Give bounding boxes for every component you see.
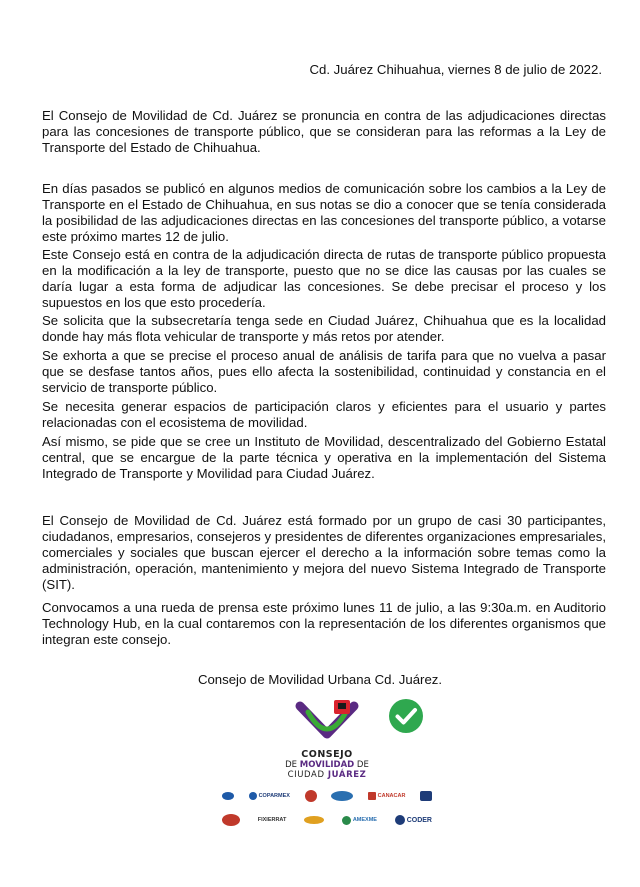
sponsor-logo-fixierrat: FIXIERRAT (257, 817, 287, 823)
logo-line-1: CONSEJO (301, 749, 353, 760)
sponsor-logo-2 (305, 790, 317, 802)
logo-line-3: CIUDAD JUÁREZ (287, 770, 367, 780)
paragraph-7: Así mismo, se pide que se cree un Instituto de Movilidad, descentralizado del Gobierno Estatal central, que se encargue de la parte técnica y operativa en la implementación del Sistema Integrado de Transporte y Movilidad para Ciudad Juárez. (42, 434, 606, 481)
sponsor-logo-5 (222, 814, 240, 826)
sponsor-logo-coder: CODER (395, 815, 432, 825)
consejo-logo-icon (294, 698, 360, 748)
sponsor-logo-4 (420, 791, 432, 801)
paragraph-9: Convocamos a una rueda de prensa este próximo lunes 11 de julio, a las 9:30a.m. en Auditorio Technology Hub, en la cual contaremos con la representación de los diferentes organismos que integran este consejo. (42, 600, 606, 647)
paragraph-1: El Consejo de Movilidad de Cd. Juárez se pronuncia en contra de las adjudicaciones directas para las concesiones de transporte público, que se consideran para las reformas a la Ley de Transporte del Estado de Chihuahua. (42, 108, 606, 155)
sponsor-logo-1 (222, 792, 234, 800)
sponsor-logo-coparmex: COPARMEX (249, 792, 290, 800)
paragraph-5: Se exhorta a que se precise el proceso anual de análisis de tarifa para que no vuelva a pasar que se desfase tantos años, pues ello afecta la sostenibilidad, continuidad y constancia en el servicio de transporte público. (42, 348, 606, 395)
date-line: Cd. Juárez Chihuahua, viernes 8 de julio de 2022. (309, 62, 602, 77)
paragraph-6: Se necesita generar espacios de participación claros y eficientes para el usuario y partes relacionadas con el ecosistema de movilidad. (42, 399, 606, 430)
sponsor-logo-amexme: AMEXME (342, 816, 377, 825)
sponsor-logos-row-2 (222, 814, 432, 826)
sponsor-logo-3 (331, 791, 353, 801)
signature: Consejo de Movilidad Urbana Cd. Juárez. (197, 672, 443, 687)
sponsor-logo-canacar: CANACAR (368, 792, 406, 800)
sponsor-logos-row-1 (222, 790, 432, 802)
paragraph-4: Se solicita que la subsecretaría tenga sede en Ciudad Juárez, Chihuahua que es la localidad donde hay más flota vehicular de transporte y más retos por atender. (42, 313, 606, 344)
paragraph-2: En días pasados se publicó en algunos medios de comunicación sobre los cambios a la Ley de Transporte en el Estado de Chihuahua, en sus notas se dio a conocer que se tenía considerada la posibilidad de las adjudicaciones directas en las concesiones del transporte público, a votarse este próximo martes 12 de julio. (42, 181, 606, 244)
checkmark-circle-icon (388, 698, 424, 734)
paragraph-3: Este Consejo está en contra de la adjudicación directa de rutas de transporte público propuesta en la modificación a la ley de transporte, puesto que no se dice las causas por las cuales se daría lugar a esta forma de adjudicar las concesiones. Se debe precisar el proceso y los supuestos en los que esto procedería. (42, 247, 606, 310)
logo-text (272, 750, 382, 780)
sponsor-logo-6 (304, 816, 324, 824)
logo-line-2: DE MOVILIDAD DE (285, 760, 369, 770)
paragraph-8: El Consejo de Movilidad de Cd. Juárez está formado por un grupo de casi 30 participantes, ciudadanos, empresarios, consejeros y presidentes de diferentes organizaciones empresariales, comerciales y sociales que buscan ejercer el derecho a la información sobre temas como la administración, operación, mantenimiento y mejora del nuevo Sistema Integrado de Transporte (SIT). (42, 513, 606, 592)
